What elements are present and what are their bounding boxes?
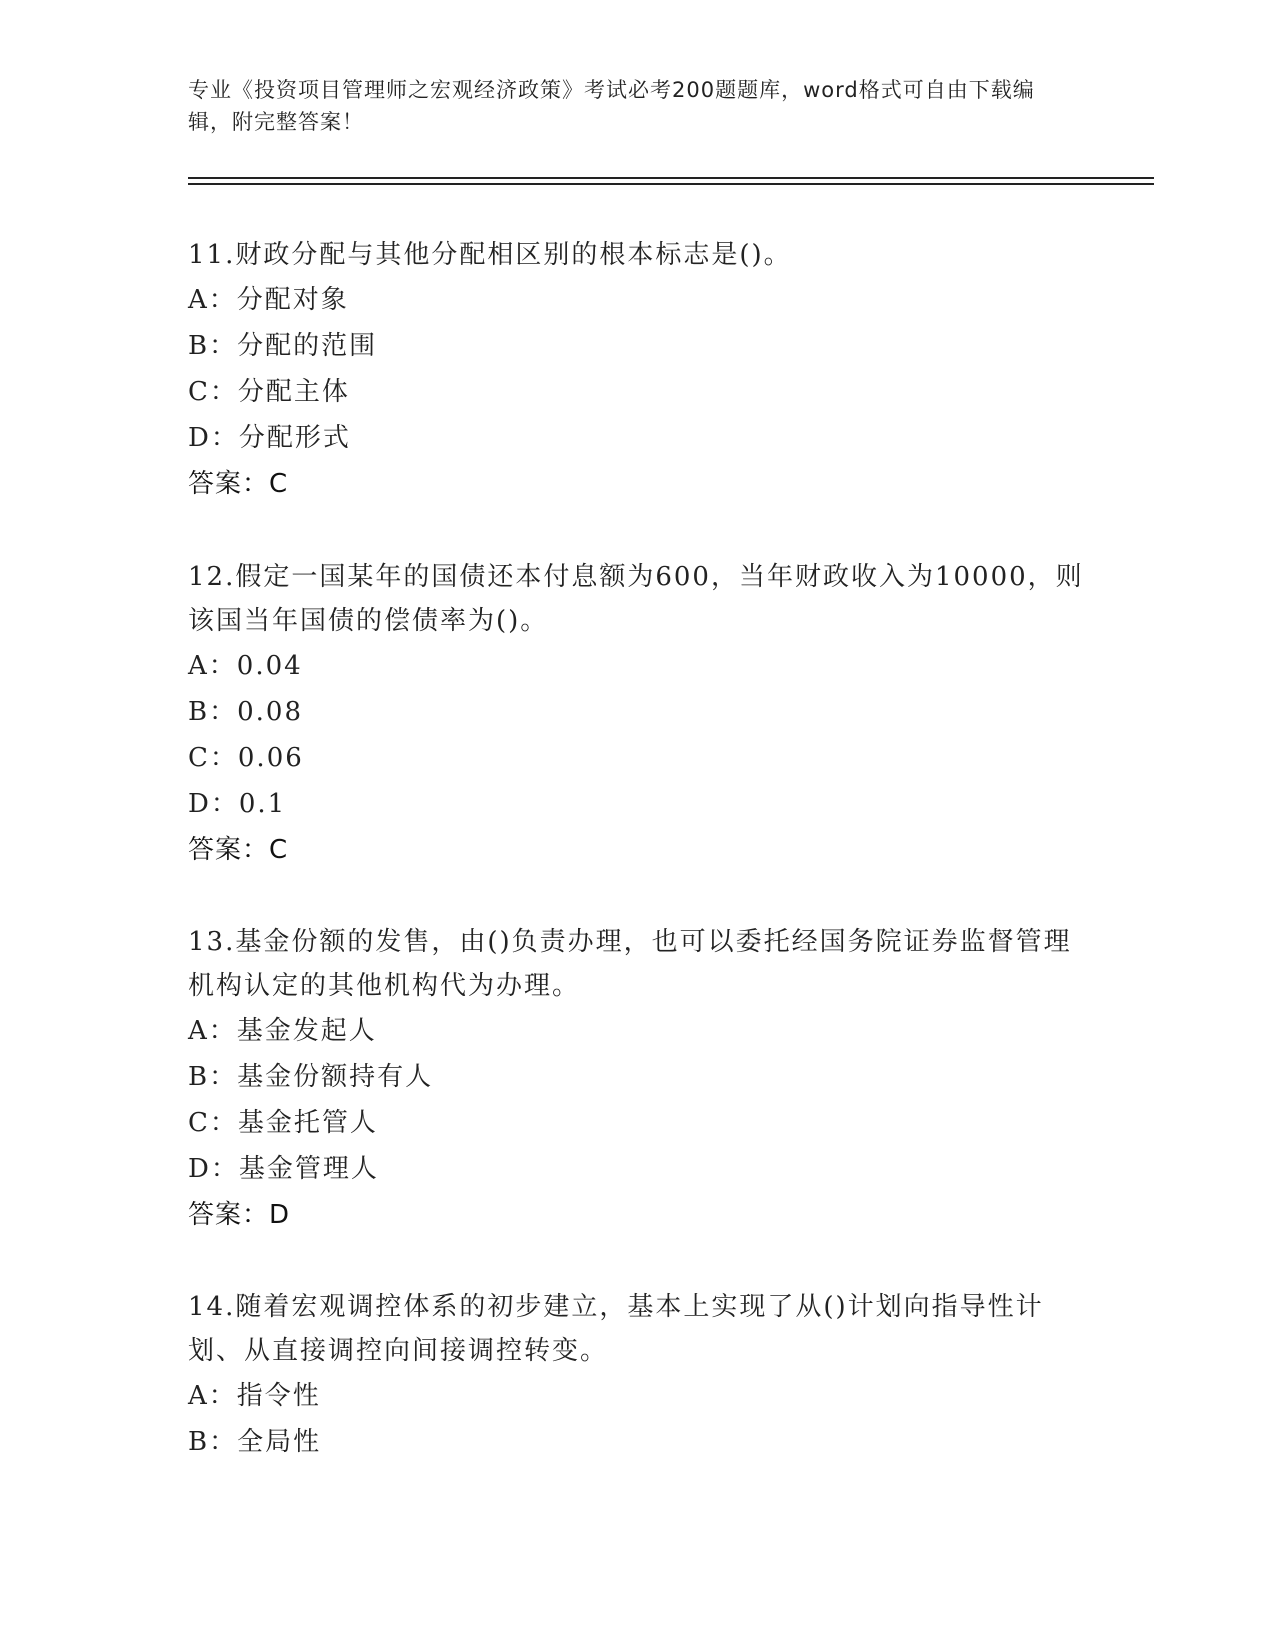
option-d: D：分配形式	[188, 423, 351, 453]
option-b: B：基金份额持有人	[188, 1062, 434, 1092]
question-14	[188, 1285, 1088, 1465]
answer: 答案：D	[188, 1200, 291, 1230]
question-stem: 12.假定一国某年的国债还本付息额为600，当年财政收入为10000，则该国当年国债的偿债率为()。	[188, 562, 1084, 636]
option-a: A：分配对象	[188, 285, 349, 315]
option-d: D：0.1	[188, 789, 287, 819]
option-d: D：基金管理人	[188, 1154, 379, 1184]
option-c: C：基金托管人	[188, 1108, 378, 1138]
question-stem: 11.财政分配与其他分配相区别的根本标志是()。	[188, 240, 792, 270]
answer: 答案：C	[188, 469, 289, 499]
question-11	[188, 233, 1088, 507]
option-b: B：0.08	[188, 697, 303, 727]
option-b: B：全局性	[188, 1427, 322, 1457]
question-12	[188, 555, 1088, 873]
option-c: C：分配主体	[188, 377, 350, 407]
question-stem: 13.基金份额的发售，由()负责办理，也可以委托经国务院证券监督管理机构认定的其他机构代为办理。	[188, 927, 1072, 1001]
header-divider-top	[188, 177, 1154, 179]
option-a: A：指令性	[188, 1381, 321, 1411]
answer: 答案：C	[188, 835, 289, 865]
option-a: A：0.04	[188, 651, 303, 681]
option-c: C：0.06	[188, 743, 304, 773]
header-divider-bottom	[188, 183, 1154, 185]
question-stem: 14.随着宏观调控体系的初步建立，基本上实现了从()计划向指导性计划、从直接调控向间接调控转变。	[188, 1292, 1044, 1366]
document-header: 专业《投资项目管理师之宏观经济政策》考试必考200题题库，word格式可自由下载编辑，附完整答案！	[188, 78, 1035, 134]
question-13	[188, 920, 1088, 1238]
option-a: A：基金发起人	[188, 1016, 377, 1046]
option-b: B：分配的范围	[188, 331, 378, 361]
